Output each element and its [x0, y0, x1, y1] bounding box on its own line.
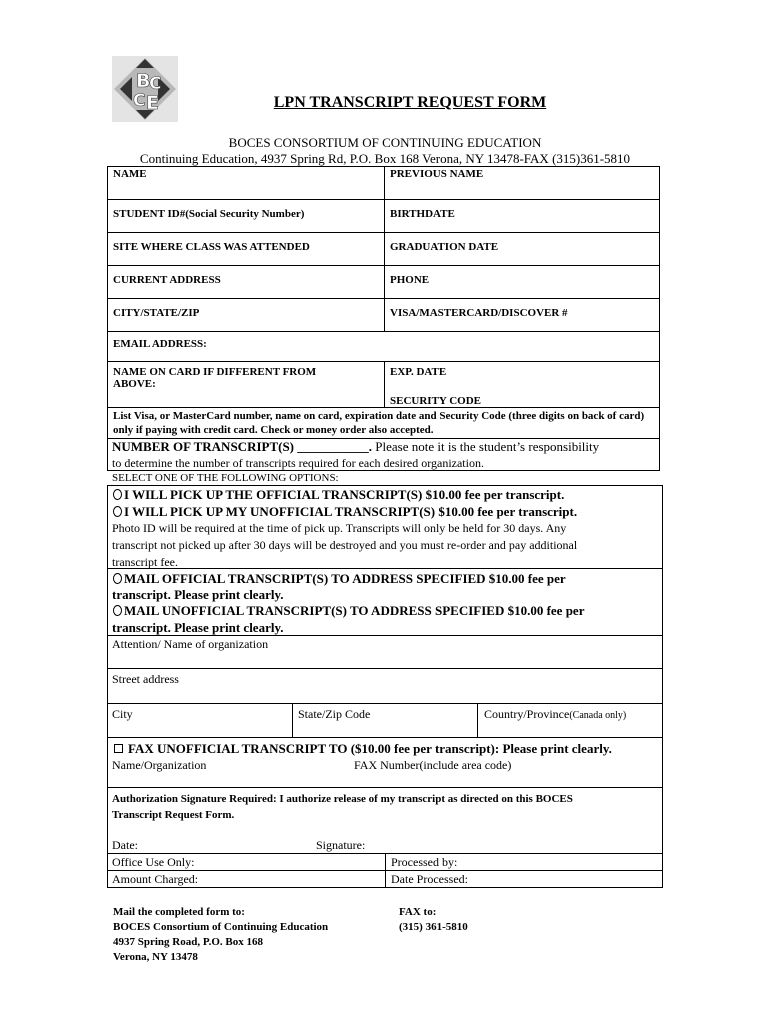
organization-name: BOCES CONSORTIUM OF CONTINUING EDUCATION [228, 135, 542, 150]
radio-icon[interactable] [113, 489, 122, 500]
date-field[interactable]: Date: [112, 838, 138, 852]
exp-date-field[interactable]: EXP. DATE SECURITY CODE [385, 362, 660, 408]
transcript-count-label[interactable]: NUMBER OF TRANSCRIPT(S) ___________. [112, 439, 373, 454]
processed-by-field[interactable]: Processed by: [391, 855, 458, 869]
birthdate-field[interactable]: BIRTHDATE [385, 200, 660, 233]
fax-instructions: FAX to: (315) 361-5810 [399, 906, 468, 933]
option-pickup-unofficial[interactable]: I WILL PICK UP MY UNOFFICIAL TRANSCRIPT(S) $10.00 fee per transcript. [113, 504, 577, 520]
svg-text:C: C [149, 74, 162, 94]
authorization-text-1: Authorization Signature Required: I authorize release of my transcript as directed on this BOCES [112, 793, 573, 805]
authorization-text-2: Transcript Request Form. [112, 809, 235, 821]
pickup-note-3: transcript fee. [112, 555, 178, 569]
fax-number-field[interactable]: FAX Number(include area code) [354, 758, 512, 772]
date-processed-field[interactable]: Date Processed: [391, 872, 468, 886]
card-note: List Visa, or MasterCard number, name on card, expiration date and Security Code (three digits on back of card) only if paying with credit card. Check or money order also accepted. [108, 408, 660, 439]
current-address-field[interactable]: CURRENT ADDRESS [108, 266, 385, 299]
radio-icon[interactable] [113, 573, 122, 584]
attention-field[interactable]: Attention/ Name of organization [112, 637, 269, 651]
checkbox-icon[interactable] [114, 744, 123, 753]
email-field[interactable]: EMAIL ADDRESS: [108, 332, 660, 362]
security-code-label: SECURITY CODE [390, 395, 481, 407]
transcript-note: Please note it is the student’s responsibility [375, 439, 600, 454]
boces-logo [112, 56, 178, 122]
previous-name-field[interactable]: PREVIOUS NAME [385, 167, 660, 200]
card-number-field[interactable]: VISA/MASTERCARD/DISCOVER # [385, 299, 660, 332]
graduation-date-field[interactable]: GRADUATION DATE [385, 233, 660, 266]
option-pickup-official[interactable]: I WILL PICK UP THE OFFICIAL TRANSCRIPT(S) $10.00 fee per transcript. [113, 487, 564, 503]
street-address-field[interactable]: Street address [112, 672, 179, 686]
student-info-table [107, 166, 660, 439]
pickup-note-2: transcript not picked up after 30 days will be destroyed and you must re-order and pay additional [112, 538, 578, 552]
name-field[interactable]: NAME [108, 167, 385, 200]
radio-icon[interactable] [113, 605, 122, 616]
city-state-zip-field[interactable]: CITY/STATE/ZIP [108, 299, 385, 332]
mail-instructions: Mail the completed form to: BOCES Consortium of Continuing Education 4937 Spring Road, P.O. Box 168 Verona, NY 13478 [113, 906, 329, 963]
form-title: LPN TRANSCRIPT REQUEST FORM [273, 94, 547, 111]
options-heading: SELECT ONE OF THE FOLLOWING OPTIONS: [112, 472, 339, 484]
option-mail-unofficial[interactable]: MAIL UNOFFICIAL TRANSCRIPT(S) TO ADDRESS SPECIFIED $10.00 fee per [113, 603, 584, 619]
radio-icon[interactable] [113, 506, 122, 517]
mail-unofficial-line-2: transcript. Please print clearly. [112, 620, 284, 635]
country-field[interactable]: Country/Province(Canada only) [484, 707, 627, 721]
pickup-note-1: Photo ID will be required at the time of pick up. Transcripts will only be held for 30 days. Any [112, 521, 567, 535]
site-field[interactable]: SITE WHERE CLASS WAS ATTENDED [108, 233, 385, 266]
state-zip-field[interactable]: State/Zip Code [298, 707, 371, 721]
transcript-note-2: to determine the number of transcripts required for each desired organization. [112, 456, 484, 470]
signature-field[interactable]: Signature: [316, 838, 366, 852]
phone-field[interactable]: PHONE [385, 266, 660, 299]
office-use-label: Office Use Only: [112, 855, 195, 869]
amount-charged-field[interactable]: Amount Charged: [112, 872, 199, 886]
mail-official-line-2: transcript. Please print clearly. [112, 587, 284, 602]
organization-address: Continuing Education, 4937 Spring Rd, P.O. Box 168 Verona, NY 13478-FAX (315)361-5810 [139, 151, 631, 166]
fax-name-field[interactable]: Name/Organization [112, 758, 207, 772]
svg-text:C: C [133, 91, 146, 111]
transcript-count-line [112, 439, 599, 455]
name-on-card-field[interactable]: NAME ON CARD IF DIFFERENT FROM ABOVE: [108, 362, 385, 408]
student-id-field[interactable]: STUDENT ID#(Social Security Number) [108, 200, 385, 233]
option-mail-official[interactable]: MAIL OFFICIAL TRANSCRIPT(S) TO ADDRESS SPECIFIED $10.00 fee per [113, 571, 566, 587]
option-fax-unofficial[interactable]: FAX UNOFFICIAL TRANSCRIPT TO ($10.00 fee per transcript): Please print clearly. [114, 741, 612, 757]
city-field[interactable]: City [112, 707, 133, 721]
svg-text:B: B [136, 70, 151, 92]
svg-text:E: E [146, 92, 159, 114]
